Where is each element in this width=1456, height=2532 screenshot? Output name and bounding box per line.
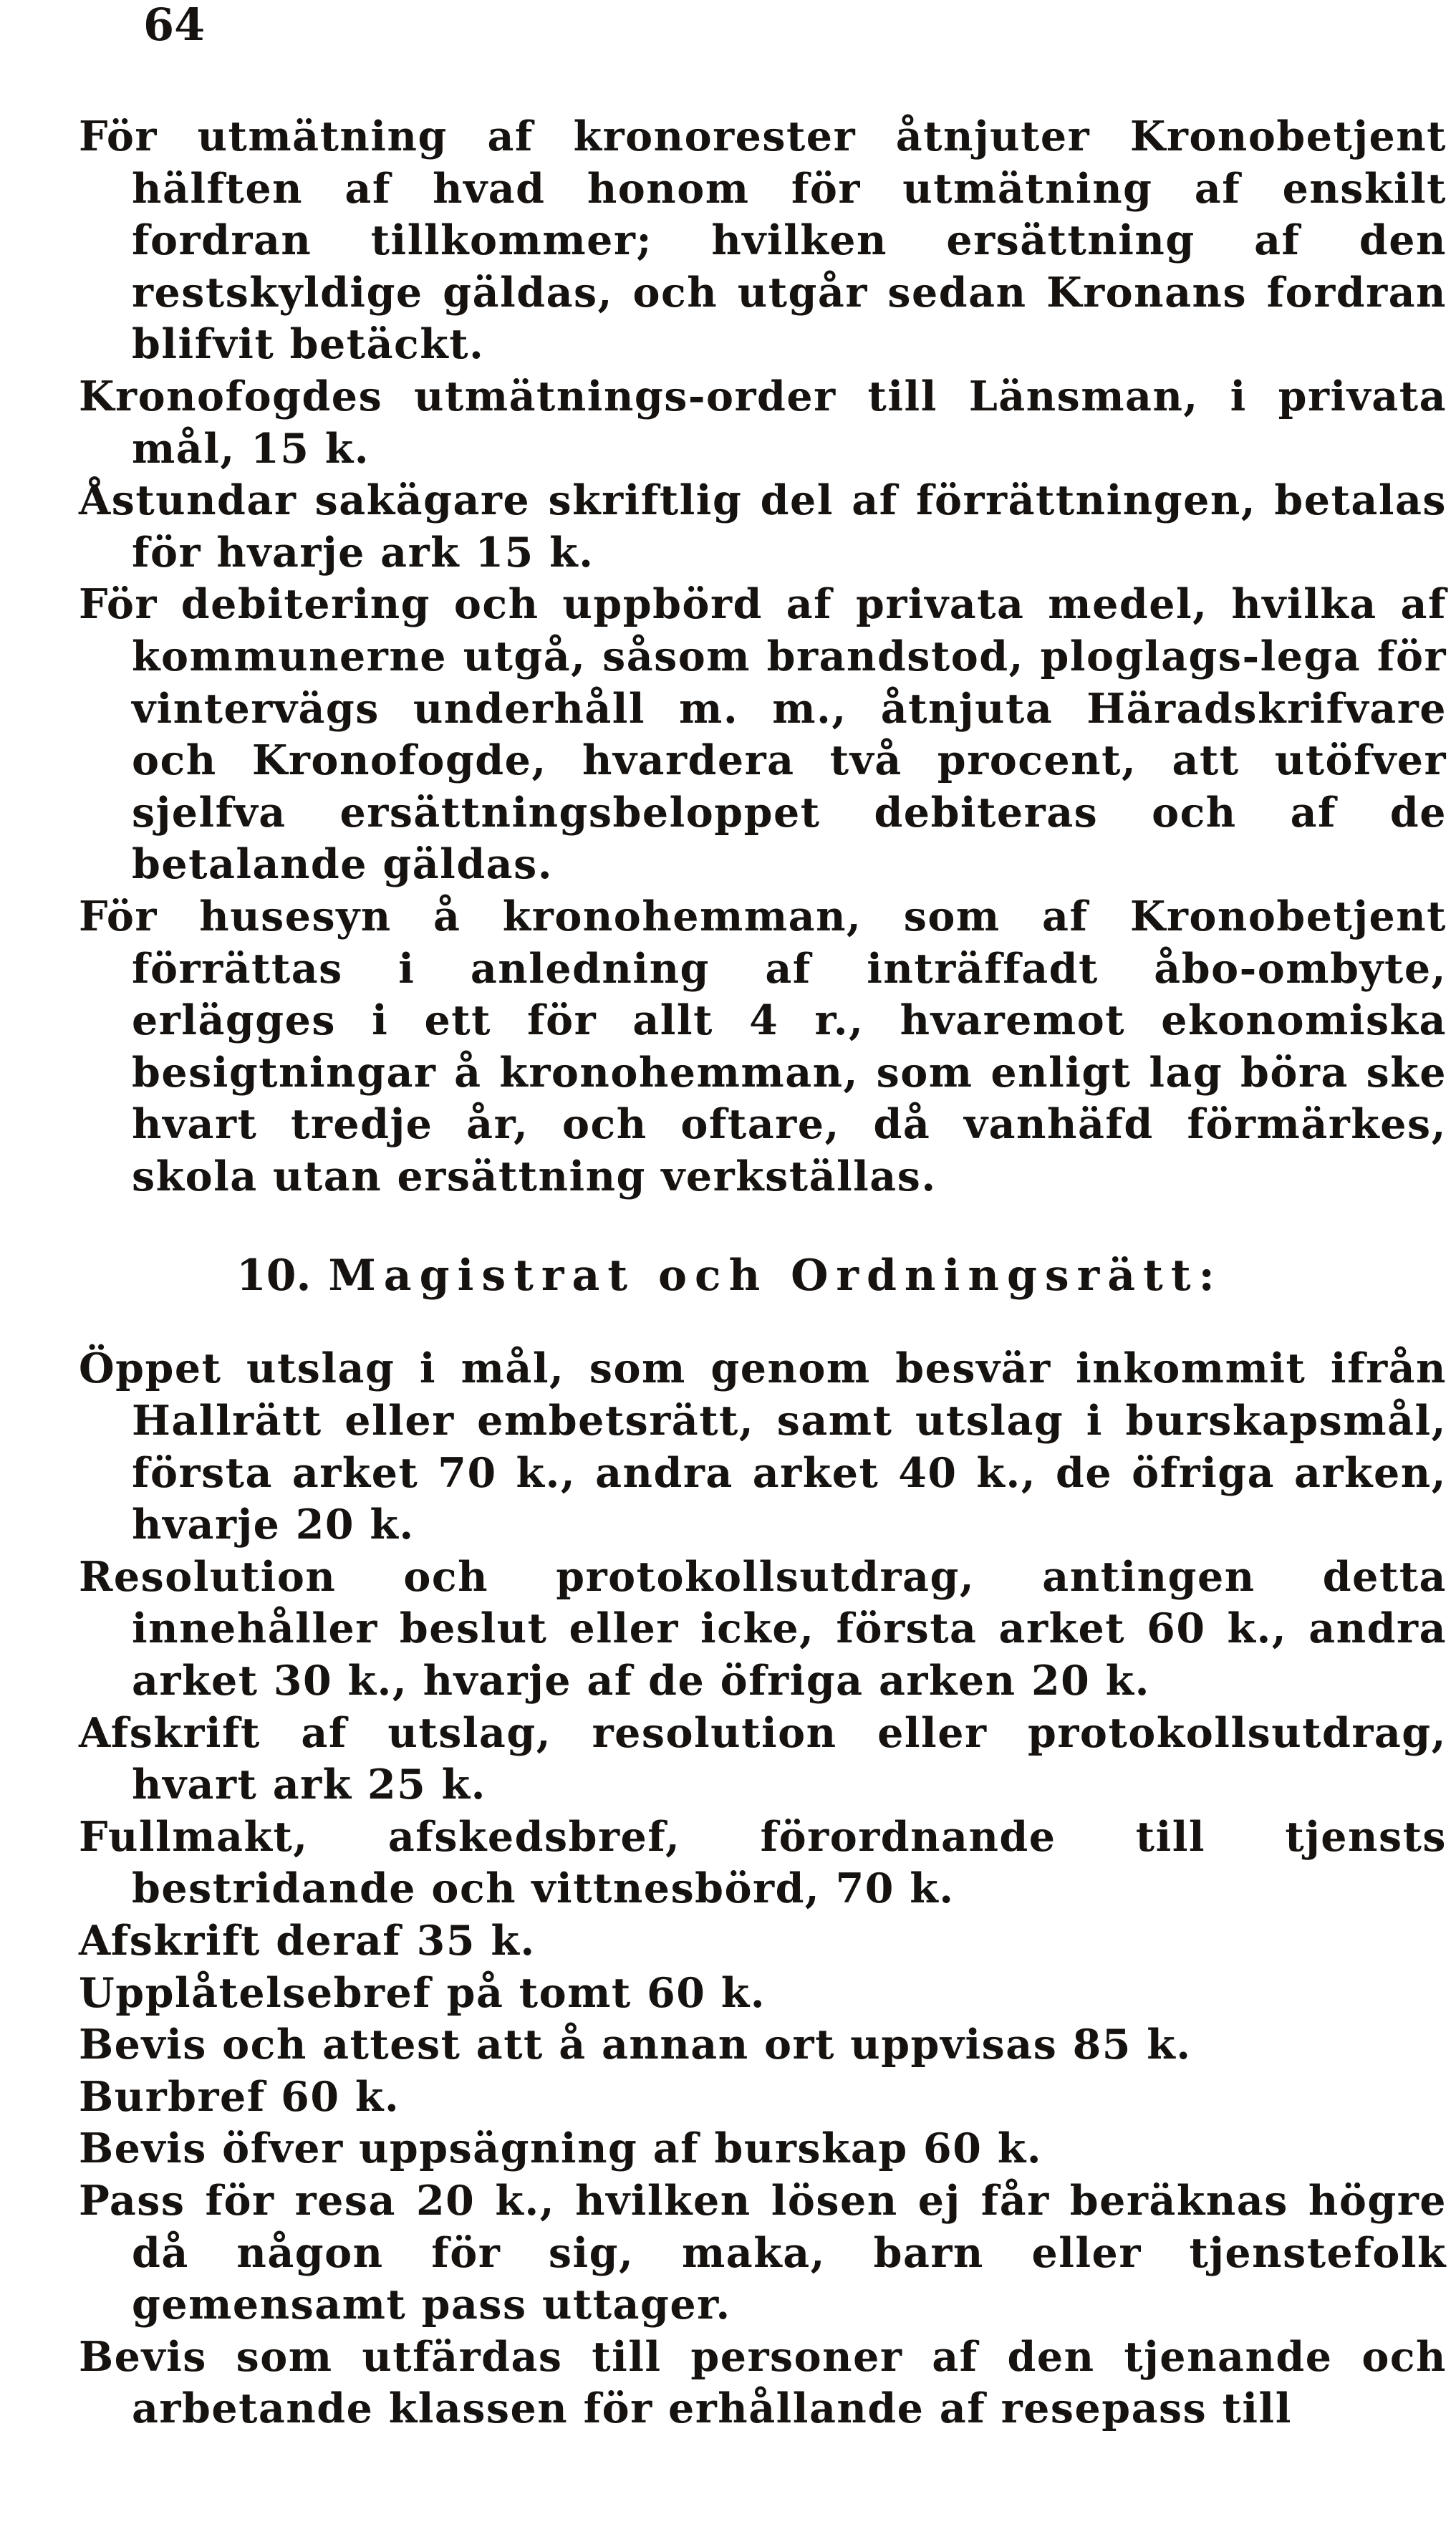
entry-debitering-uppbord: För debitering och uppbörd af privata medel, hvilka af kommunerne utgå, såsom brandstod, ploglags-lega för vintervägs underhåll m. m., åtnjuta Häradskrifvare och Kronofogde, hvardera två procent, att utöfver sjelfva ersättningsbeloppet debiteras och af de betalande gäldas.	[79, 580, 1447, 889]
entry-oppet-utslag: Öppet utslag i mål, som genom besvär inkommit ifrån Hallrätt eller embetsrätt, samt utslag i burskapsmål, första arket 70 k., andra arket 40 k., de öfriga arken, hvarje 20 k.	[79, 1344, 1447, 1549]
text-column	[79, 111, 1447, 2435]
entry-fullmakt: Fullmakt, afskedsbref, förordnande till tjensts bestridande och vittnesbörd, 70 k.	[79, 1812, 1447, 1913]
section-heading	[236, 1250, 1447, 1301]
section-number: 10.	[236, 1251, 312, 1301]
entry-pass: Pass för resa 20 k., hvilken lösen ej får beräknas högre då någon för sig, maka, barn eller tjenstefolk gemensamt pass uttager.	[79, 2176, 1447, 2329]
entry-resolution: Resolution och protokollsutdrag, antingen detta innehåller beslut eller icke, första arket 60 k., andra arket 30 k., hvarje af de öfriga arken 20 k.	[79, 1552, 1447, 1705]
entry-burbref: Burbref 60 k.	[79, 2072, 400, 2121]
entry-afskrift-deraf: Afskrift deraf 35 k.	[79, 1917, 536, 1965]
entry-utmatnings-order: Kronofogdes utmätnings-order till Länsman, i privata mål, 15 k.	[79, 372, 1447, 473]
section-title: Magistrat och Ordningsrätt:	[328, 1251, 1223, 1301]
entry-afskrift-utslag: Afskrift af utslag, resolution eller protokollsutdrag, hvart ark 25 k.	[79, 1708, 1447, 1809]
entry-husesyn: För husesyn å kronohemman, som af Kronobetjent förrättas i anledning af inträffadt åbo-ombyte, erlägges i ett för allt 4 r., hvaremot ekonomiska besigtningar å kronohemman, som enligt lag böra ske hvart tredje år, och oftare, då vanhäfd förmärkes, skola utan ersättning verkställas.	[79, 892, 1447, 1200]
page-number: 64	[143, 0, 206, 51]
entry-upplatelsebref: Upplåtelsebref på tomt 60 k.	[79, 1968, 766, 2017]
entry-utmatning-kronorester: För utmätning af kronorester åtnjuter Kronobetjent hälften af hvad honom för utmätning af enskilt fordran tillkommer; hvilken ersättning af den restskyldige gäldas, och utgår sedan Kronans fordran blifvit betäckt.	[79, 112, 1447, 369]
entry-bevis-attest: Bevis och attest att å annan ort uppvisas 85 k.	[79, 2021, 1192, 2069]
entry-skriftlig-del: Åstundar sakägare skriftlig del af förrättningen, betalas för hvarje ark 15 k.	[79, 476, 1447, 577]
entry-bevis-resepass: Bevis som utfärdas till personer af den tjenande och arbetande klassen för erhållande af resepass till	[79, 2332, 1447, 2433]
entry-bevis-uppsagning: Bevis öfver uppsägning af burskap 60 k.	[79, 2124, 1043, 2173]
